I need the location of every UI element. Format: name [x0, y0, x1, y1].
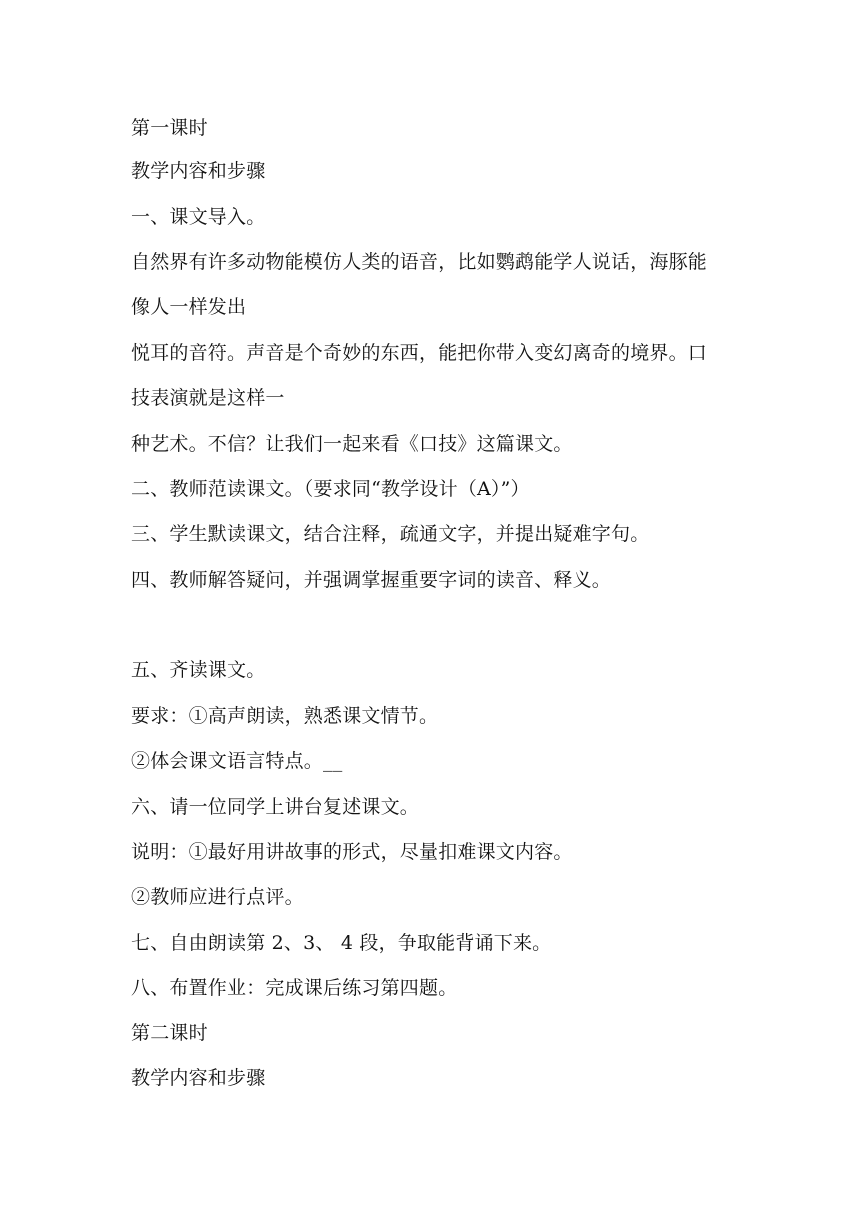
requirement-line: 要求：①高声朗读，熟悉课文情节。 [131, 705, 439, 727]
step-7: 七、自由朗读第 2、3、 4 段，争取能背诵下来。 [131, 932, 552, 954]
step-1: 一、课文导入。 [131, 206, 266, 228]
note-line: 说明：①最好用讲故事的形式，尽量扣难课文内容。 [131, 841, 573, 863]
step-2: 二、教师范读课文。（要求同“教学设计（A）”） [131, 478, 530, 500]
paragraph-line: 技表演就是这样一 [131, 387, 285, 409]
note-line: ②教师应进行点评。 [131, 886, 304, 908]
paragraph-line: 种艺术。不信？让我们一起来看《口技》这篇课文。 [131, 433, 573, 455]
lesson-heading-2: 第二课时 [131, 1022, 208, 1044]
requirement-line: ②体会课文语言特点。__ [131, 750, 343, 772]
section-heading: 教学内容和步骤 [131, 160, 266, 182]
paragraph-line: 自然界有许多动物能模仿人类的语音，比如鹦鹉能学人说话，海豚能 [131, 251, 708, 273]
paragraph-line: 像人一样发出 [131, 296, 247, 318]
section-heading: 教学内容和步骤 [131, 1067, 266, 1089]
paragraph-line: 悦耳的音符。声音是个奇妙的东西，能把你带入变幻离奇的境界。口 [131, 342, 708, 364]
step-5: 五、齐读课文。 [131, 659, 266, 681]
step-8: 八、布置作业：完成课后练习第四题。 [131, 977, 458, 999]
step-4: 四、教师解答疑问，并强调掌握重要字词的读音、释义。 [131, 569, 612, 591]
step-6: 六、请一位同学上讲台复述课文。 [131, 796, 420, 818]
step-3: 三、学生默读课文，结合注释，疏通文字，并提出疑难字句。 [131, 523, 650, 545]
lesson-heading-1: 第一课时 [131, 117, 208, 139]
